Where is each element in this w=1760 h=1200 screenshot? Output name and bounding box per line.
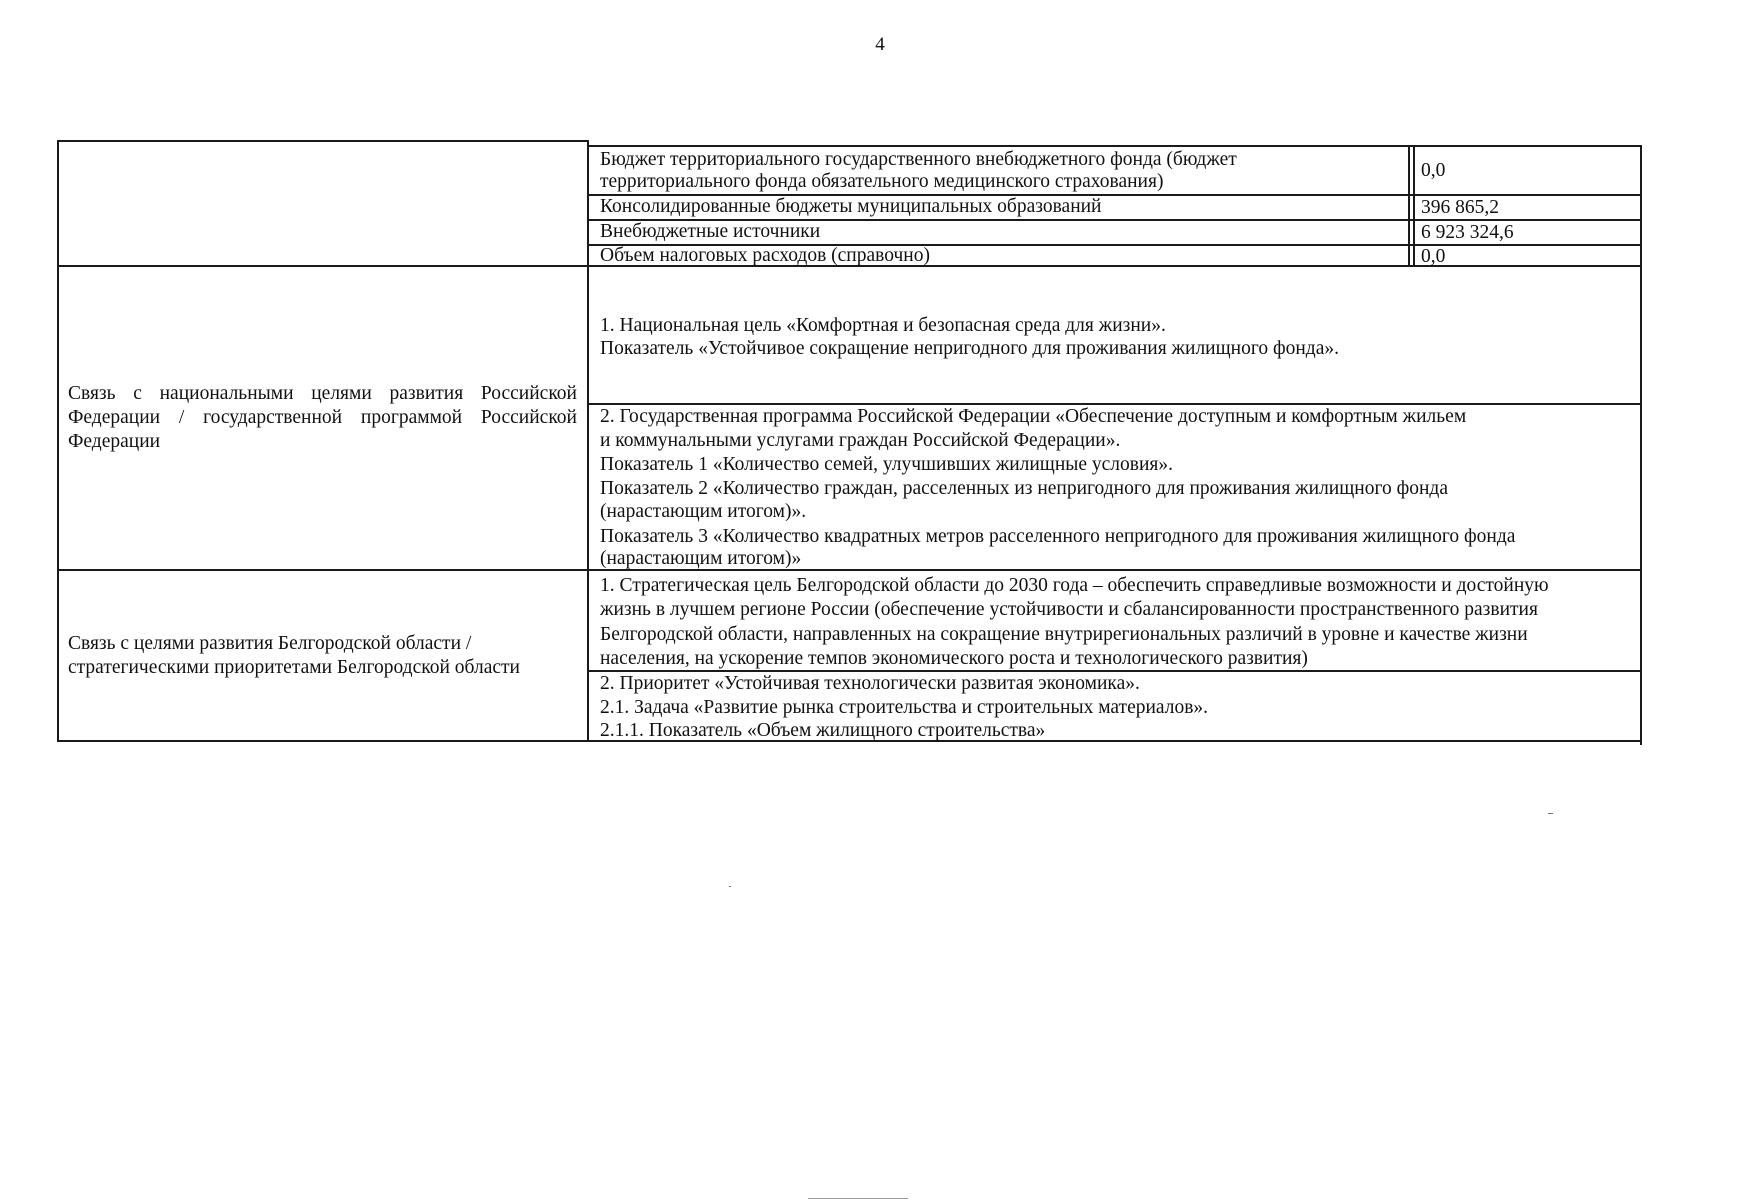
national-goal-line: 1. Национальная цель «Комфортная и безопасная среда для жизни».: [600, 315, 1166, 336]
funding-amount: 6 923 324,6: [1421, 222, 1514, 243]
regional-goal-line: Белгородской области, направленных на сокращение внутрирегиональных различий в уровне и качестве жизни: [600, 624, 1528, 645]
national-goal-line: и коммунальными услугами граждан Российской Федерации».: [600, 430, 1121, 451]
regional-goal-line: 1. Стратегическая цель Белгородской области до 2030 года – обеспечить справедливые возможности и достойную: [600, 575, 1549, 596]
column-divider: [587, 140, 589, 742]
national-goal-line: Показатель 3 «Количество квадратных метров расселенного непригодного для проживания жилищного фонда: [600, 526, 1516, 547]
funding-source: Внебюджетные источники: [600, 221, 821, 242]
national-goal-line: Показатель 1 «Количество семей, улучшивших жилищные условия».: [600, 454, 1174, 475]
national-goal-line: Показатель 2 «Количество граждан, расселенных из непригодного для проживания жилищного фонда: [600, 478, 1448, 499]
funding-source: Бюджет территориального государственного внебюджетного фонда (бюджет: [600, 149, 1237, 170]
table-border-left: [57, 140, 59, 741]
national-goal-line: (нарастающим итогом)»: [600, 548, 802, 569]
national-goal-line: 2. Государственная программа Российской Федерации «Обеспечение доступным и комфортным жильем: [600, 406, 1467, 427]
table-border-top-right: [587, 145, 1642, 147]
funding-source: Объем налоговых расходов (справочно): [600, 245, 930, 266]
regional-goal-line: 2.1.1. Показатель «Объем жилищного строительства»: [600, 720, 1046, 741]
funding-amount-divider-a: [1408, 145, 1410, 267]
national-goal-line: Показатель «Устойчивое сокращение непригодного для проживания жилищного фонда».: [600, 338, 1339, 359]
national-goals-label: Связь с национальными целями развития Российской Федерации / государственной программой Российской Федерации: [68, 383, 577, 452]
funding-amount-divider-b: [1413, 145, 1415, 267]
funding-amount: 0,0: [1421, 246, 1446, 267]
national-goal-line: (нарастающим итогом)».: [600, 501, 807, 522]
scan-artifact: [808, 1198, 908, 1199]
funding-source: территориального фонда обязательного медицинского страхования): [600, 171, 1164, 192]
funding-amount: 0,0: [1421, 160, 1446, 181]
table-border-top-left: [57, 140, 589, 142]
regional-goal-line: населения, на ускорение темпов экономического роста и технологического развития): [600, 648, 1308, 669]
table-border-right: [1640, 145, 1642, 745]
regional-goal-line: жизнь в лучшем регионе России (обеспечение устойчивости и сбалансированности пространственного развития: [600, 599, 1538, 620]
regional-goals-label-line: Связь с целями развития Белгородской области /: [68, 633, 472, 654]
scan-artifact: [1548, 813, 1553, 814]
regional-goal-line: 2. Приоритет «Устойчивая технологически развитая экономика».: [600, 673, 1140, 694]
regional-goals-label-line: стратегическими приоритетами Белгородской области: [68, 657, 520, 678]
funding-amount: 396 865,2: [1421, 197, 1499, 218]
funding-source: Консолидированные бюджеты муниципальных образований: [600, 196, 1102, 217]
regional-goal-line: 2.1. Задача «Развитие рынка строительства и строительных материалов».: [600, 697, 1209, 718]
section-divider-2: [57, 569, 1642, 571]
scan-artifact: [729, 886, 731, 887]
page-number: 4: [875, 34, 885, 55]
